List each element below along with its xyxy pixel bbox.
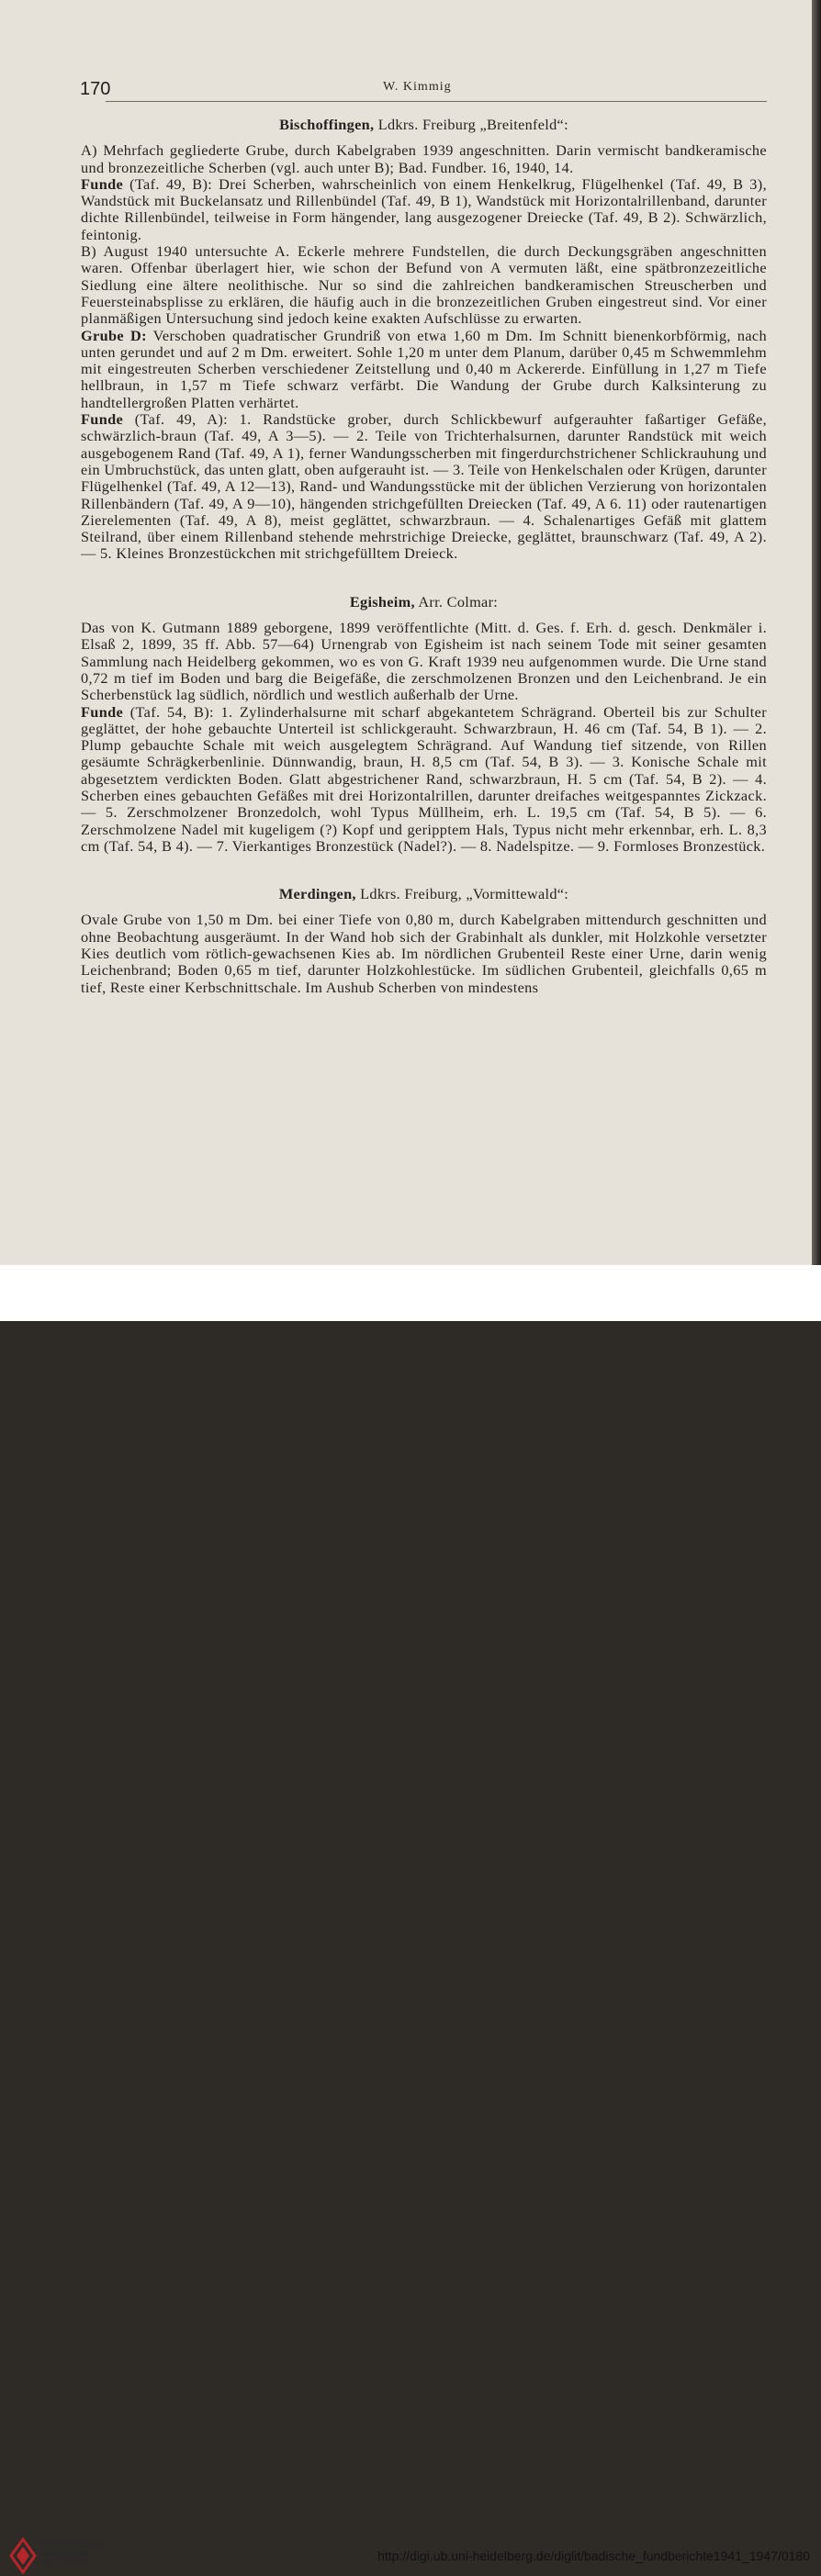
library-name [42,2540,102,2567]
section-heading-bischoffingen [81,117,767,133]
section-gap [81,855,767,886]
heading-place: Merdingen, [278,885,356,903]
paragraph [81,328,767,411]
paragraph-text: Verschoben quadratischer Grundriß von etwa 1,60 m Dm. Im Schnitt bienenkorbförmig, nach unten gerundet und auf 2 m Dm. erweitert. Sohle 1,20 m unter dem Planum, darüber 0,45 m Schwemmlehm mit eingestreuten Scherben verschiedener Zeitstellung und 0,40 m Ackererde. Einfüllung in 1,27 m Tiefe hellbraun, in 1,57 m Tiefe schwarz verfärbt. Die Wandung der Grube durch Kalksinterung zu handtellergroßen Platten verhärtet. [81,326,767,411]
heading-rest: Ldkrs. Freiburg, „Vormittewald“: [355,885,569,903]
page-header [80,79,767,105]
heading-rest: Ldkrs. Freiburg „Breitenfeld“: [374,116,568,133]
section-gap [81,563,767,594]
paragraph: Das von K. Gutmann 1889 geborgene, 1899 veröffentlichte (Mitt. d. Ges. f. Erh. d. gesch. Denkmäler i. Elsaß 2, 1899, 35 ff. Abb. 57—64) Urnengrab von Egisheim ist nach seinem Tode mit seiner gesamten Sammlung nach Heidelberg gekommen, wo es von G. Kraft 1939 neu aufgenommen wurde. Die Urne stand 0,72 m tief im Boden und barg die Beigefäße, die zerschmolzenen Bronzen und den Leichenbrand. Je ein Scherbenstück lag südlich, nördlich und westlich außerhalb der Urne. [81,619,767,704]
paragraph-lead: Grube D: [81,326,147,344]
library-line3: HEIDELBERG [42,2557,93,2566]
paragraph: Ovale Grube von 1,50 m Dm. bei einer Tiefe von 0,80 m, durch Kabelgraben mittendurch geschnitten und ohne Beobachtung ausgeräumt. In der Wand hob sich der Grabinhalt als dunkler, mit Holzkohle versetzter Kies deutlich vom rötlich-gewachsenen Kies ab. Im nördlichen Grubenteil Reste einer Urne, darin wenig Leichenbrand; Boden 0,65 m tief, darunter Holzkohlestücke. Im südlichen Grubenteil, gleichfalls 0,65 m tief, Reste einer Kerbschnittschale. Im Aushub Scherben von mindestens [81,911,767,996]
paragraph-text: (Taf. 54, B): 1. Zylinderhalsurne mit scharf abgekantetem Schrägrand. Oberteil bis zur Schulter geglättet, der hohe gebauchte Unterteil ist schlickgerauht. Schwarzbraun, H. 46 cm (Taf. 54, B 1). — 2. Plump gebauchte Schale mit weich ausgelegtem Schrägrand. Auf Wandung tief sitzende, von Rillen gesäumte Schrägkerbenlinie. Dünnwandig, braun, H. 8,5 cm (Taf. 54, B 3). — 3. Konische Schale mit abgesetztem verdickten Boden. Glatt abgestrichener Rand, schwarzbraun, H. 5 cm (Taf. 54, B 2). — 4. Scherben eines gebauchten Gefäßes mit drei Horizontalrillen, darunter dreifaches weitgespanntes Zickzack. — 5. Zerschmolzener Bronzedolch, wohl Typus Müllheim, erh. L. 19,5 cm (Taf. 54, B 5). — 6. Zerschmolzene Nadel mit kugeligem (?) Kopf und geripptem Hals, Typus nicht mehr erkennbar, erh. L. 8,3 cm (Taf. 54, B 4). — 7. Vierkantiges Bronzestück (Nadel?). — 8. Nadelspitze. — 9. Formloses Bronzestück. [81,702,767,855]
heading-rest: Arr. Colmar: [414,592,499,610]
permalink-url[interactable]: http://digi.ub.uni-heidelberg.de/diglit/badische_fundberichte1941_1947/0180 [377,2548,810,2563]
article-body [81,117,767,996]
paragraph-text: (Taf. 49, A): 1. Randstücke grober, durch Schlickbewurf aufgerauhter faßartiger Gefäße, schwärzlich-braun (Taf. 49, A 3—5). — 2. Teile von Trichterhalsurnen, darunter Randstück mit weich ausgebogenem Rand (Taf. 49, A 1), ferner Wandungsscherben mit fingerdurchstrichener Schlickrauhung und ein Umbruchstück, das unten glatt, oben aufgerauht ist. — 3. Teile von Henkelschalen oder Krügen, darunter Flügelhenkel (Taf. 49, A 12—13), Rand- und Wandungsstücke mit der üblichen Verzierung von horizontalen Rillenbändern (Taf. 49, A 9—10), hängenden strichgefüllten Dreiecken (Taf. 49, A 6. 11) oder rautenartigen Zierelementen (Taf. 49, A 8), meist geglättet, schwarzbraun. — 4. Schalenartiges Gefäß mit glattem Steilrand, über einem Rillenband stehende mehrstrichige Dreiecke, geglättet, braunschwarz (Taf. 49, A 2). — 5. Kleines Bronzestückchen mit strichgefülltem Dreieck. [81,410,767,563]
page-edge-shadow [812,0,821,1265]
library-line2: BIBLIOTHEK [42,2548,90,2558]
section-heading-egisheim [81,594,767,610]
paragraph: B) August 1940 untersuchte A. Eckerle mehrere Fundstellen, die durch Deckungsgräben angeschnitten waren. Offenbar überlagert hier, wie schon der Befund von A vermuten läßt, eine spätbronzezeitliche Siedlung eine ältere neolithische. Nur so sind die zahlreichen bandkeramischen Streuscherben und Feuersteinabsplisse zu erklären, die häufig auch in die bronzezeitlichen Gruben eingestreut sind. Vor einer planmäßigen Untersuchung sind jedoch keine exakten Aufschlüsse zu erwarten. [81,242,767,328]
paragraph [81,704,767,856]
university-library-logo-icon [9,2537,37,2576]
library-line1: UNIVERSITÄTS- [42,2539,103,2548]
section-heading-merdingen [81,886,767,902]
paragraph-text: (Taf. 49, B): Drei Scherben, wahrscheinlich von einem Henkelkrug, Flügelhenkel (Taf. 49, B 3), Wandstück mit Buckelansatz und Rillenbündel (Taf. 49, B 1), Wandstück mit Horizontalrillenband, darunter dichte Rillenbündel, teilweise in Form hängender, lang ausgezogener Dreiecke (Taf. 49, B 2). Schwärzlich, feintonig. [81,174,767,243]
paragraph-lead: Funde [81,174,124,193]
paragraph: A) Mehrfach gegliederte Grube, durch Kabelgraben 1939 angeschnitten. Darin vermischt bandkeramische und bronzezeitliche Scherben (vgl. auch unter B); Bad. Fundber. 16, 1940, 14. [81,141,767,176]
page-number: 170 [80,79,111,99]
paragraph-lead: Funde [81,410,124,429]
header-rule [106,101,767,102]
heading-place: Bischoffingen, [279,116,375,133]
paragraph-lead: Funde [81,702,124,721]
paragraph [81,176,767,243]
running-head: W. Kimmig [383,80,452,94]
viewer-footer [0,1265,821,2566]
heading-place: Egisheim, [349,592,415,610]
scanned-page [0,0,813,1265]
paragraph [81,411,767,563]
